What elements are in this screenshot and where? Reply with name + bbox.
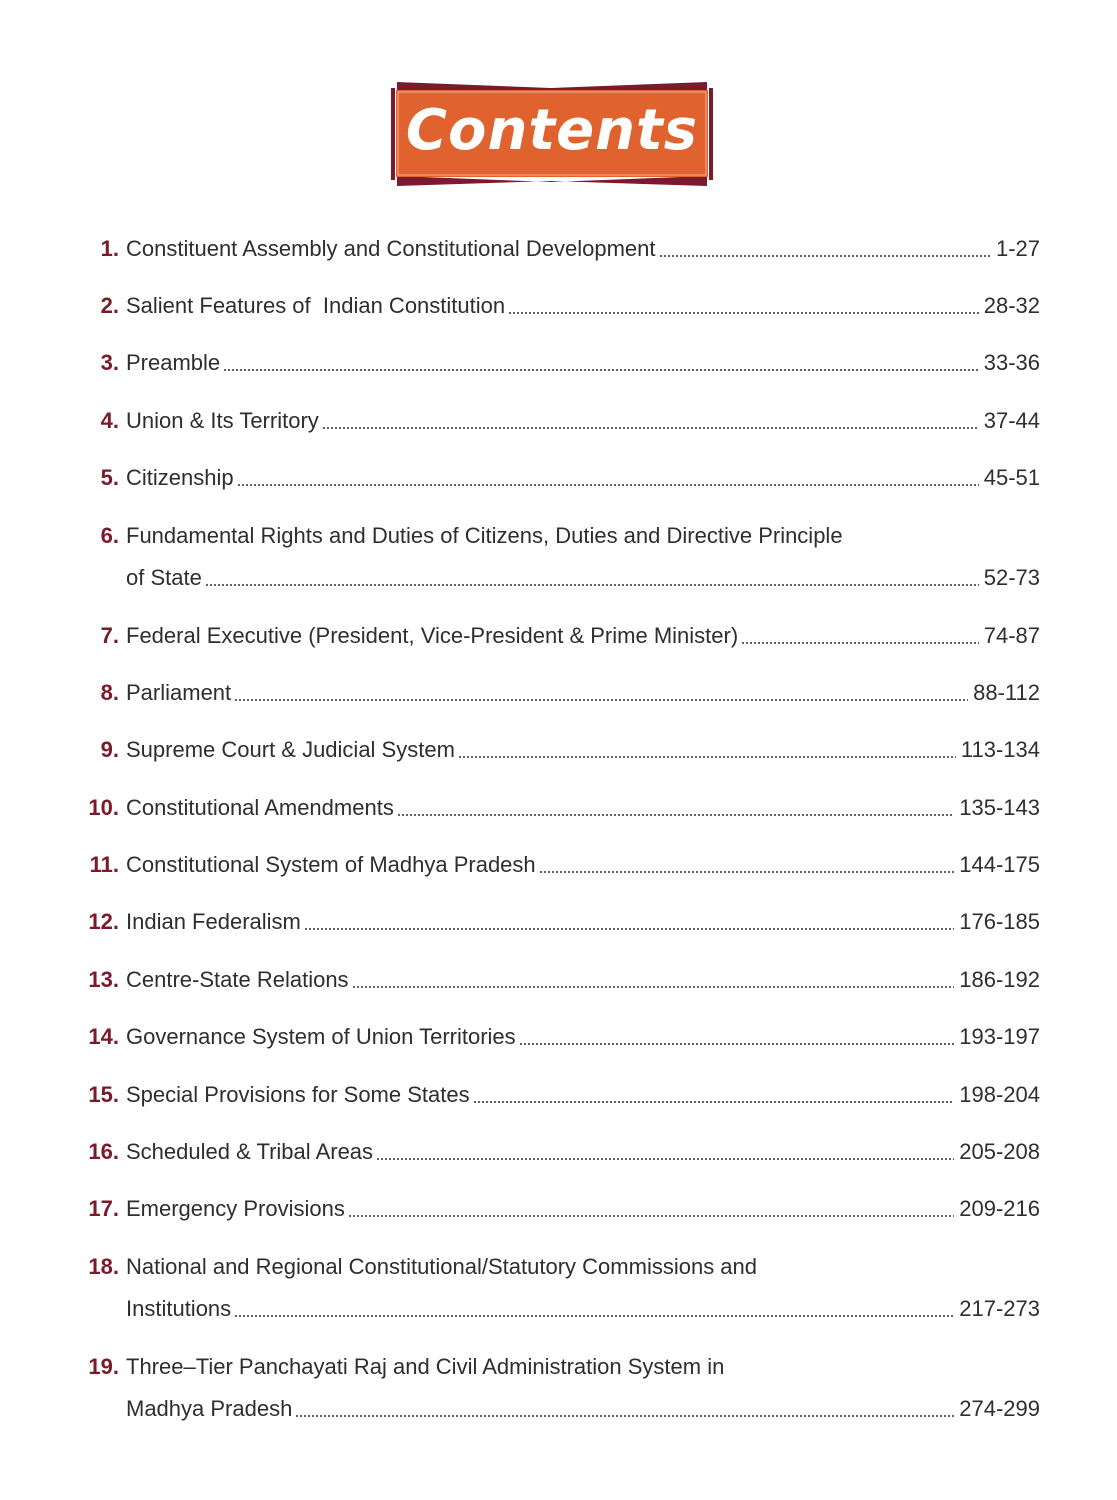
chapter-number: 9. [100, 737, 119, 762]
chapter-title: Centre-State Relations [126, 967, 349, 992]
page-range: 274-299 [959, 1396, 1040, 1421]
chapter-number: 4. [100, 408, 119, 433]
toc-line [126, 730, 1040, 770]
chapter-number: 19. [88, 1354, 119, 1379]
toc-line [126, 558, 1040, 598]
dot-leader [352, 986, 955, 988]
chapter-title: Salient Features of Indian Constitution [126, 293, 506, 318]
page-range: 1-27 [995, 236, 1040, 261]
toc-entry[interactable] [0, 401, 1117, 441]
dot-leader [539, 871, 955, 873]
toc-line [126, 788, 1040, 828]
toc-entry-first-line[interactable] [0, 1347, 1117, 1387]
toc-line [126, 616, 1040, 656]
chapter-number: 6. [100, 523, 119, 548]
chapter-number: 17. [88, 1196, 119, 1221]
dot-leader [458, 756, 956, 758]
toc-entry[interactable] [0, 673, 1117, 713]
dot-leader [508, 312, 979, 314]
toc-entry[interactable] [0, 1389, 1117, 1429]
chapter-number: 7. [100, 623, 119, 648]
toc-line [126, 1017, 1040, 1057]
page-range: 209-216 [959, 1196, 1040, 1221]
chapter-number: 15. [88, 1082, 119, 1107]
chapter-title: Citizenship [126, 465, 234, 490]
page-range: 113-134 [960, 737, 1040, 762]
toc-line [126, 845, 1040, 885]
page-range: 217-273 [959, 1296, 1040, 1321]
dot-leader [519, 1043, 955, 1045]
dot-leader [397, 814, 954, 816]
chapter-title: Institutions [126, 1296, 232, 1321]
toc-line [126, 1189, 1040, 1229]
toc-entry[interactable] [0, 960, 1117, 1000]
chapter-title: Parliament [126, 680, 232, 705]
toc-entry[interactable] [0, 458, 1117, 498]
toc-entry[interactable] [0, 558, 1117, 598]
dot-leader [304, 928, 954, 930]
toc-entry[interactable] [0, 343, 1117, 383]
toc-line [126, 1289, 1040, 1329]
toc-entry[interactable] [0, 1289, 1117, 1329]
toc-line [126, 1389, 1040, 1429]
page-range: 33-36 [983, 350, 1040, 375]
chapter-number: 3. [100, 350, 119, 375]
chapter-title: Indian Federalism [126, 909, 301, 934]
toc-entry[interactable] [0, 788, 1117, 828]
dot-leader [205, 584, 979, 586]
chapter-title: Constitutional Amendments [126, 795, 394, 820]
chapter-title-line1: Fundamental Rights and Duties of Citizens, Duties and Directive Principle [126, 523, 843, 548]
page-range: 28-32 [983, 293, 1040, 318]
dot-leader [348, 1215, 954, 1217]
dot-leader [322, 427, 979, 429]
chapter-number: 12. [88, 909, 119, 934]
dot-leader [234, 699, 968, 701]
toc-entry[interactable] [0, 1075, 1117, 1115]
page-range: 74-87 [983, 623, 1040, 648]
toc-line [126, 1075, 1040, 1115]
dot-leader [473, 1101, 955, 1103]
page-range: 37-44 [983, 408, 1040, 433]
toc-line [126, 401, 1040, 441]
chapter-number: 5. [100, 465, 119, 490]
toc-line [126, 1132, 1040, 1172]
chapter-number: 13. [88, 967, 119, 992]
chapter-title: Constitutional System of Madhya Pradesh [126, 852, 536, 877]
toc-entry[interactable] [0, 1132, 1117, 1172]
chapter-number: 1. [100, 236, 119, 261]
toc-entry[interactable] [0, 730, 1117, 770]
toc-line [126, 960, 1040, 1000]
dot-leader [237, 484, 979, 486]
chapter-title: Supreme Court & Judicial System [126, 737, 455, 762]
chapter-title: Scheduled & Tribal Areas [126, 1139, 374, 1164]
page-title: Contents [405, 98, 699, 163]
chapter-number: 18. [88, 1254, 119, 1279]
chapter-title: of State [126, 565, 202, 590]
chapter-number: 11. [89, 852, 119, 877]
toc-entry-first-line[interactable] [0, 1247, 1117, 1287]
toc-line [126, 286, 1040, 326]
chapter-title-line1: Three–Tier Panchayati Raj and Civil Administration System in [126, 1354, 725, 1379]
toc-entry[interactable] [0, 1017, 1117, 1057]
toc-entry[interactable] [0, 1189, 1117, 1229]
toc-entry[interactable] [0, 286, 1117, 326]
toc-line [126, 343, 1040, 383]
chapter-number: 2. [100, 293, 119, 318]
chapter-title: Emergency Provisions [126, 1196, 345, 1221]
page-range: 52-73 [983, 565, 1040, 590]
chapter-title: Union & Its Territory [126, 408, 319, 433]
dot-leader [295, 1415, 954, 1417]
chapter-title: Governance System of Union Territories [126, 1024, 516, 1049]
toc-entry[interactable] [0, 902, 1117, 942]
chapter-number: 10. [88, 795, 119, 820]
toc-line [126, 458, 1040, 498]
chapter-number: 16. [88, 1139, 119, 1164]
toc-entry-first-line[interactable] [0, 516, 1117, 556]
chapter-title: Constituent Assembly and Constitutional Development [126, 236, 656, 261]
chapter-title-line1: National and Regional Constitutional/Statutory Commissions and [126, 1254, 758, 1279]
dot-leader [376, 1158, 954, 1160]
toc-entry[interactable] [0, 845, 1117, 885]
page-range: 193-197 [959, 1024, 1040, 1049]
page-range: 198-204 [959, 1082, 1040, 1107]
dot-leader [659, 255, 991, 257]
toc-entry[interactable] [0, 229, 1117, 269]
dot-leader [741, 642, 979, 644]
page-range: 186-192 [959, 967, 1040, 992]
chapter-title: Special Provisions for Some States [126, 1082, 470, 1107]
dot-leader [223, 369, 979, 371]
dot-leader [234, 1315, 954, 1317]
page-range: 205-208 [959, 1139, 1040, 1164]
toc-entry[interactable] [0, 616, 1117, 656]
chapter-number: 8. [100, 680, 119, 705]
toc-line [126, 902, 1040, 942]
toc-line [126, 229, 1040, 269]
page-range: 144-175 [959, 852, 1040, 877]
chapter-title: Federal Executive (President, Vice-President & Prime Minister) [126, 623, 739, 648]
page-range: 88-112 [973, 680, 1040, 705]
chapter-title: Madhya Pradesh [126, 1396, 293, 1421]
chapter-number: 14. [88, 1024, 119, 1049]
toc-line [126, 673, 1040, 713]
page-range: 176-185 [959, 909, 1040, 934]
page-range: 45-51 [983, 465, 1040, 490]
page-range: 135-143 [959, 795, 1040, 820]
chapter-title: Preamble [126, 350, 221, 375]
